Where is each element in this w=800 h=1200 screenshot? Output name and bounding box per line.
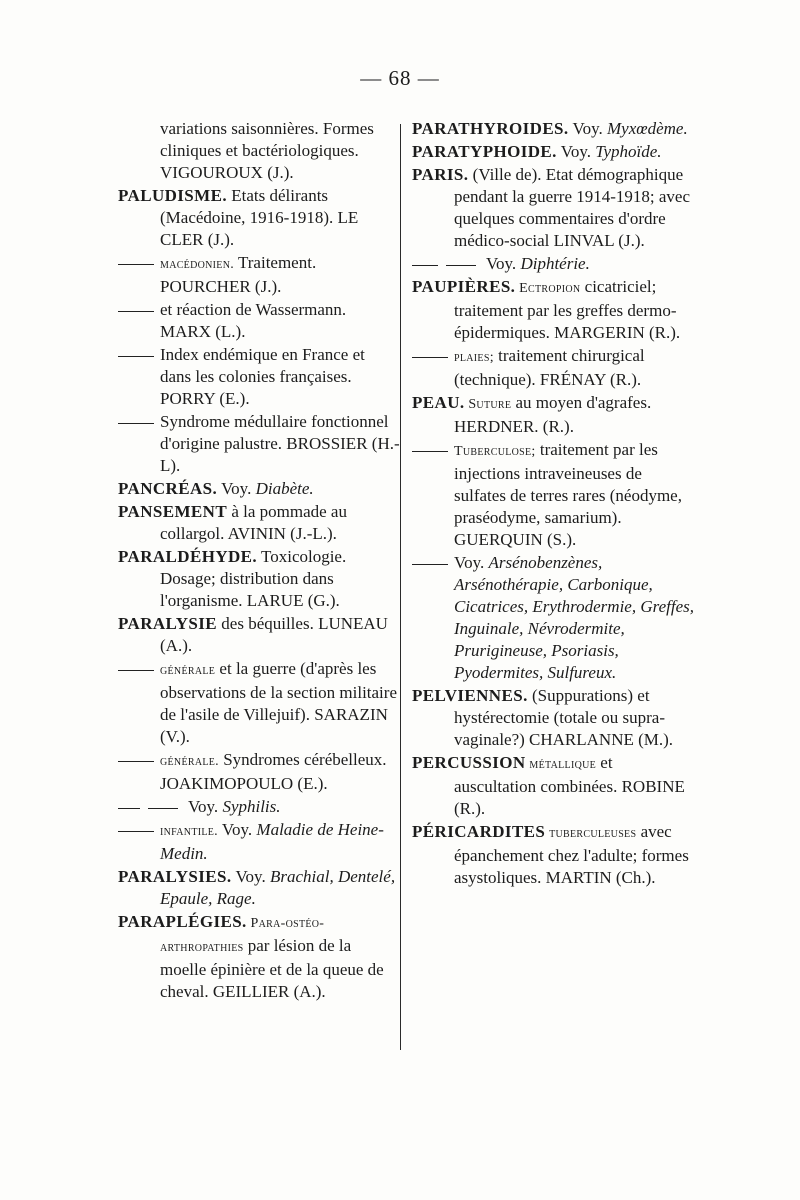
entry-text: à la pommade au collargol. AVININ (J.-L.). [160,502,347,543]
subheading: tuberculeuses [545,826,637,841]
index-entry [118,911,400,1003]
cross-reference: Maladie de Heine-Medin. [160,820,384,863]
index-entry [412,392,694,438]
headword: PARATYPHOIDE. [412,142,557,161]
entry-text: Voy. [568,119,608,138]
entry-text: cicatriciel; traitement par les greffes dermo-épidermiques. MARGERIN (R.). [454,277,681,342]
column-divider [400,124,401,1050]
cross-reference: Typhoïde. [595,142,662,161]
entry-text: Voy. [231,867,270,886]
index-subentry [118,819,400,865]
index-entry [118,613,400,657]
entry-text: et auscultation combinées. ROBINE (R.). [454,753,685,818]
entry-text: Voy. [556,142,596,161]
entry-text: traitement chirurgical (technique). FRÉNAY (R.). [454,346,645,389]
ditto-dash [446,265,476,266]
ditto-dash [118,264,154,265]
ditto-dash [118,670,154,671]
index-subentry [118,344,400,410]
index-entry [412,685,694,751]
index-entry [412,118,694,140]
entry-text: traitement par les injections intraveineuses de sulfates de terres rares (néodyme, praséodyme, samarium). GUERQUIN (S.). [454,440,682,549]
cross-reference: Myxœdème. [607,119,688,138]
index-entry [412,141,694,163]
entry-text: avec épanchement chez l'adulte; formes asystoliques. MARTIN (Ch.). [454,822,689,887]
headword: PARAPLÉGIES. [118,912,247,931]
entry-text: Voy. [184,797,223,816]
cross-reference: Diphtérie. [520,254,590,273]
ditto-dash [412,451,448,452]
cross-reference: Syphilis. [222,797,281,816]
subheading: Para-ostéo-arthropathies [160,916,325,955]
index-entry [118,501,400,545]
ditto-dash [412,564,448,565]
headword: PARIS. [412,165,469,184]
cross-reference: Diabète. [255,479,314,498]
subheading: Suture [464,397,512,412]
index-subentry [118,411,400,477]
subheading: métallique [525,757,597,772]
index-entry [412,276,694,344]
index-column-left [118,118,400,1004]
headword: PALUDISME. [118,186,227,205]
index-subentry [118,252,400,298]
ditto-dash [412,265,438,266]
headword: PAUPIÈRES. [412,277,516,296]
entry-text: au moyen d'agrafes. HERDNER. (R.). [454,393,652,436]
index-entry [118,118,400,184]
entry-text: variations saisonnières. Formes cliniques et bactériologiques. VIGOUROUX (J.). [160,119,374,182]
headword: PEAU. [412,393,465,412]
index-subentry [118,299,400,343]
ditto-dash [412,357,448,358]
headword: PELVIENNES. [412,686,528,705]
subheading: macédonien. [160,257,235,272]
index-subentry [412,439,694,551]
ditto-dash [148,808,178,809]
index-subentry [118,796,400,818]
entry-text: Traitement. POURCHER (J.). [160,253,317,296]
headword: PERCUSSION [412,753,526,772]
index-subentry [118,749,400,795]
entry-text: Index endémique en France et dans les colonies françaises. PORRY (E.). [160,345,365,408]
headword: PARALYSIES. [118,867,232,886]
cross-reference: Brachial, Dentelé, Epaule, Rage. [160,867,396,908]
entry-text: Voy. [217,820,257,839]
entry-text: Voy. [217,479,256,498]
entry-text: Voy. [454,553,489,572]
ditto-dash [118,356,154,357]
entry-text: Syndromes cérébelleux. JOAKIMOPOULO (E.). [160,750,387,793]
index-subentry [412,552,694,684]
ditto-dash [118,311,154,312]
cross-reference: Arsénobenzènes, Arsénothérapie, Carbonique, Cicatrices, Erythrodermie, Greffes, Inguinale, Névrodermite, Prurigineuse, Psoriasis, Pyodermites, Sulfureux. [454,553,695,682]
headword: PARALDÉHYDE. [118,547,258,566]
entry-text: (Suppurations) et hystérectomie (totale ou supra-vaginale?) CHARLANNE (M.). [454,686,674,749]
subheading: infantile. [160,824,218,839]
headword: PARALYSIE [118,614,218,633]
index-entry [412,752,694,820]
entry-text: et la guerre (d'après les observations de la section militaire de l'asile de Villejuif). SARAZIN (V.). [160,659,397,746]
page-number: — 68 — [360,66,440,90]
index-entry [412,164,694,252]
index-entry [118,185,400,251]
index-subentry [118,658,400,748]
subheading: plaies; [454,350,494,365]
entry-text: par lésion de la moelle épinière et de la queue de cheval. GEILLIER (A.). [160,936,384,1001]
headword: PANCRÉAS. [118,479,218,498]
entry-text: Toxicologie. Dosage; distribution dans l'organisme. LARUE (G.). [160,547,347,610]
entry-text: Etats délirants (Macédoine, 1916-1918). LE CLER (J.). [160,186,359,249]
headword: PÉRICARDITES [412,822,546,841]
entry-text: des béquilles. LUNEAU (A.). [160,614,388,655]
headword: PANSEMENT [118,502,228,521]
subheading: générale. [160,754,219,769]
subheading: Tuberculose; [454,444,536,459]
index-entry [412,821,694,889]
index-entry [118,478,400,500]
index-column-right [412,118,694,890]
ditto-dash [118,761,154,762]
entry-text: et réaction de Wassermann. MARX (L.). [160,300,347,341]
index-subentry [412,253,694,275]
entry-text: Voy. [482,254,521,273]
headword: PARATHYROIDES. [412,119,569,138]
subheading: générale [160,663,216,678]
entry-text: Syndrome médullaire fonctionnel d'origine palustre. BROSSIER (H.-L). [160,412,400,475]
ditto-dash [118,831,154,832]
index-entry [118,546,400,612]
ditto-dash [118,808,140,809]
entry-text: (Ville de). Etat démographique pendant la guerre 1914-1918; avec quelques commentaires d'ordre médico-social LINVAL (J.). [454,165,691,250]
index-entry [118,866,400,910]
subheading: Ectropion [515,281,581,296]
ditto-dash [118,423,154,424]
index-subentry [412,345,694,391]
